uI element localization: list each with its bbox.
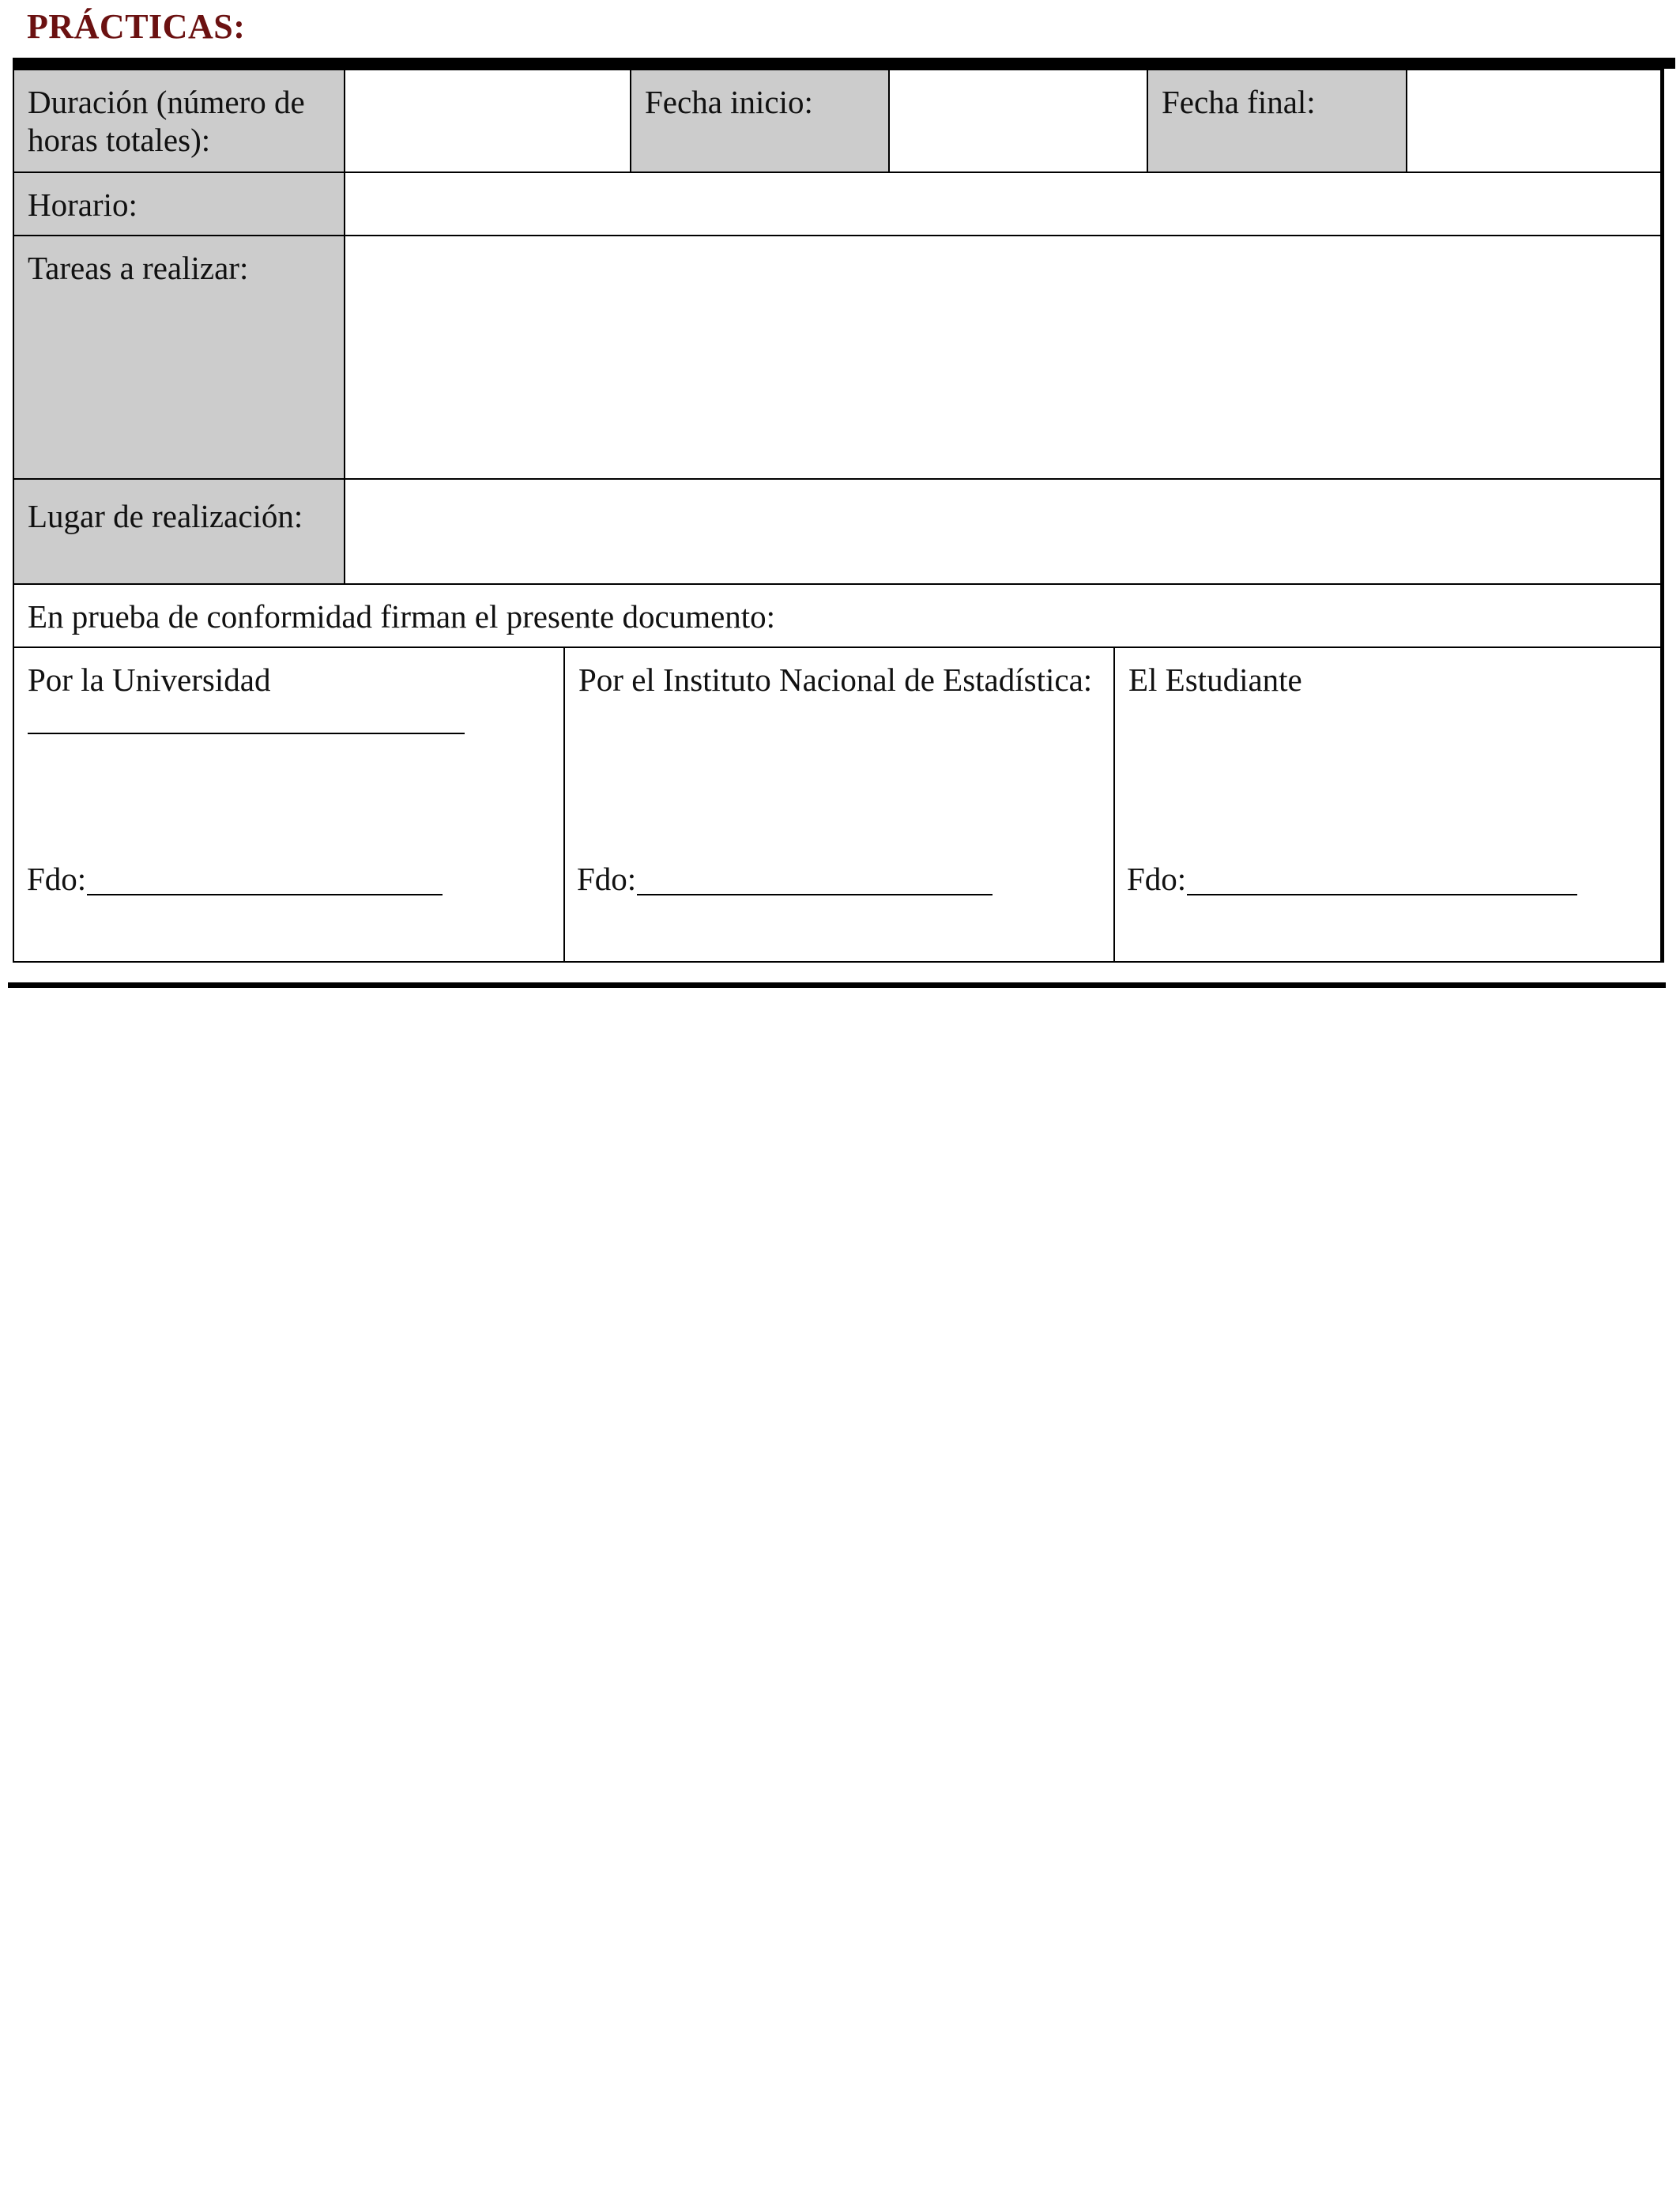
- fdo-line-estudiante[interactable]: [1187, 894, 1577, 895]
- fdo-line-ine[interactable]: [637, 894, 993, 895]
- conformity-cell: [13, 583, 1664, 648]
- horario-label: Horario:: [28, 187, 137, 223]
- signature-cell-ine: [563, 647, 1115, 963]
- tareas-label-cell: [13, 235, 345, 480]
- fecha-inicio-input-field[interactable]: [888, 69, 1148, 173]
- lugar-label-cell: [13, 478, 345, 585]
- lugar-input-field[interactable]: [344, 478, 1664, 585]
- signature-cell-estudiante: [1113, 647, 1664, 963]
- fdo-label-universidad: Fdo:: [27, 861, 87, 897]
- fecha-final-input-field[interactable]: [1406, 69, 1664, 173]
- horario-input-field[interactable]: [344, 172, 1664, 236]
- horario-label-cell: [13, 172, 345, 236]
- tareas-label: Tareas a realizar:: [28, 250, 249, 286]
- bottom-divider: [8, 982, 1666, 988]
- fdo-label-ine: Fdo:: [577, 861, 637, 897]
- fecha-inicio-label-cell: [630, 69, 890, 173]
- duracion-input-field[interactable]: [344, 69, 631, 173]
- fdo-label-estudiante: Fdo:: [1127, 861, 1187, 897]
- top-divider: [13, 58, 1675, 69]
- signature-cell-universidad: [13, 647, 565, 963]
- signature-party-ine: Por el Instituto Nacional de Estadística:: [578, 662, 1093, 698]
- signature-party-estudiante: El Estudiante: [1128, 662, 1302, 698]
- fdo-line-universidad[interactable]: [87, 894, 443, 895]
- duracion-label-cell: [13, 69, 345, 173]
- duracion-label: Duración (número de horas totales):: [28, 84, 305, 158]
- conformity-text: En prueba de conformidad firman el presente documento:: [28, 598, 776, 635]
- fecha-final-label: Fecha final:: [1162, 84, 1316, 120]
- fecha-inicio-label: Fecha inicio:: [645, 84, 813, 120]
- signature-line-universidad-top: [28, 733, 465, 734]
- signature-party-universidad: Por la Universidad: [28, 662, 271, 698]
- lugar-label: Lugar de realización:: [28, 498, 303, 534]
- tareas-input-area[interactable]: [344, 235, 1664, 480]
- section-title: PRÁCTICAS:: [27, 7, 246, 46]
- fecha-final-label-cell: [1147, 69, 1407, 173]
